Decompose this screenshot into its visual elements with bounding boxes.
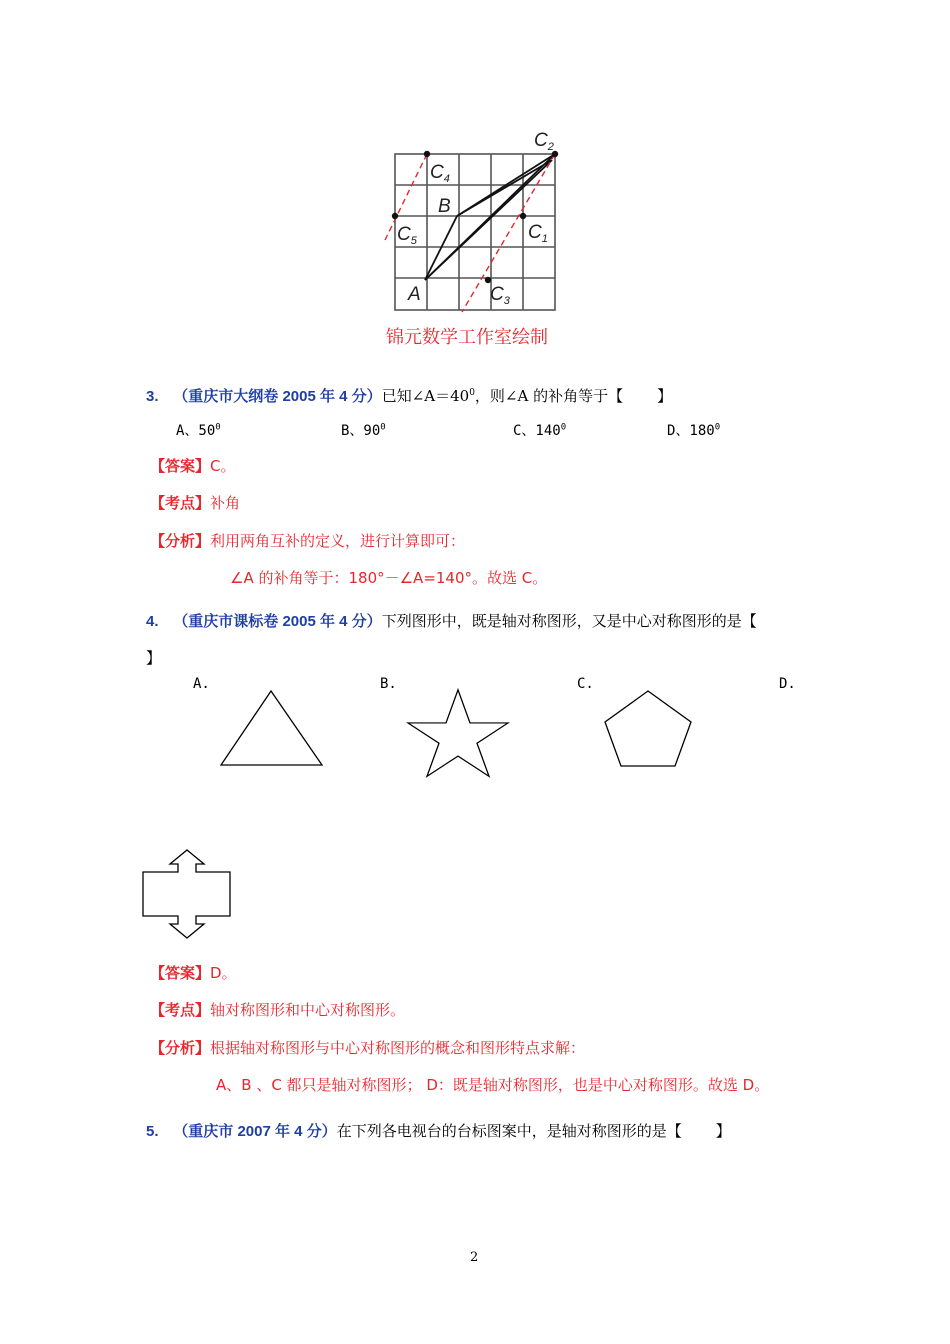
label-c4: $C_4$: [430, 162, 450, 185]
question-4-label-d: D.: [779, 676, 796, 692]
question-4-point: 【考点】轴对称图形和中心对称图形。: [150, 1001, 406, 1019]
page-number: 2: [470, 1250, 479, 1265]
question-3-option-b: B、$90^0$: [341, 422, 386, 439]
question-4-analysis: 【分析】根据轴对称图形与中心对称图形的概念和图形特点求解：: [150, 1039, 586, 1057]
question-5-stem: 5. （重庆市 2007 年 4 分）在下列各电视台的台标图案中，是轴对称图形的是【 】: [146, 1122, 731, 1140]
question-4-answer: 【答案】D。: [150, 964, 237, 982]
question-4-stem: [146, 610, 757, 631]
grid-figure: [380, 120, 580, 320]
figure-caption: 锦元数学工作室绘制: [386, 327, 548, 348]
question-3-option-d: D、$180^0$: [667, 422, 721, 439]
pentagon-shape: [600, 688, 696, 770]
question-5-source: （重庆市 2007 年 4 分）: [173, 1123, 337, 1140]
question-4-source: （重庆市课标卷 2005 年 4 分）: [173, 613, 382, 630]
double-arrow-shape: [140, 848, 234, 940]
question-4-label-b: B.: [380, 676, 397, 692]
question-3-analysis: 【分析】利用两角互补的定义，进行计算即可：: [150, 532, 466, 550]
question-3-source: （重庆市大纲卷 2005 年 4 分）: [173, 388, 382, 405]
question-4-label-a: A.: [193, 676, 210, 692]
question-3-answer: 【答案】C。: [150, 457, 236, 475]
label-c1: $C_1$: [528, 222, 548, 245]
label-c5: $C_5$: [397, 224, 417, 247]
question-3-point: 【考点】补角: [150, 494, 241, 512]
label-c2: $C_2$: [534, 130, 554, 153]
question-4-label-c: C.: [577, 676, 594, 692]
label-a: A: [408, 284, 421, 305]
label-b: B: [438, 196, 451, 217]
question-4-number: 4.: [146, 613, 159, 630]
star-shape: [404, 688, 512, 780]
question-4-text: 下列图形中，既是轴对称图形，又是中心对称图形的是【: [381, 612, 757, 630]
question-4-analysis-line2: A、B 、C 都只是轴对称图形； D：既是轴对称图形，也是中心对称图形。故选 D。: [216, 1076, 770, 1094]
label-c3: $C_3$: [490, 284, 510, 307]
question-4-stem-close: 】: [146, 649, 162, 667]
question-3-number: 3.: [146, 388, 159, 405]
triangle-shape: [218, 688, 326, 768]
question-3-option-c: C、$140^0$: [513, 422, 567, 439]
question-3-option-a: A、$50^0$: [176, 422, 221, 439]
question-5-number: 5.: [146, 1123, 159, 1140]
question-3-stem: [146, 385, 672, 406]
question-5-text: 在下列各电视台的台标图案中，是轴对称图形的是【: [336, 1122, 682, 1140]
question-3-text: 已知$\angle A=40^0$，则∠A 的补角等于【 】: [381, 387, 673, 405]
question-3-analysis-line2: ∠A 的补角等于：180°－∠A=140°。故选 C。: [230, 569, 548, 587]
